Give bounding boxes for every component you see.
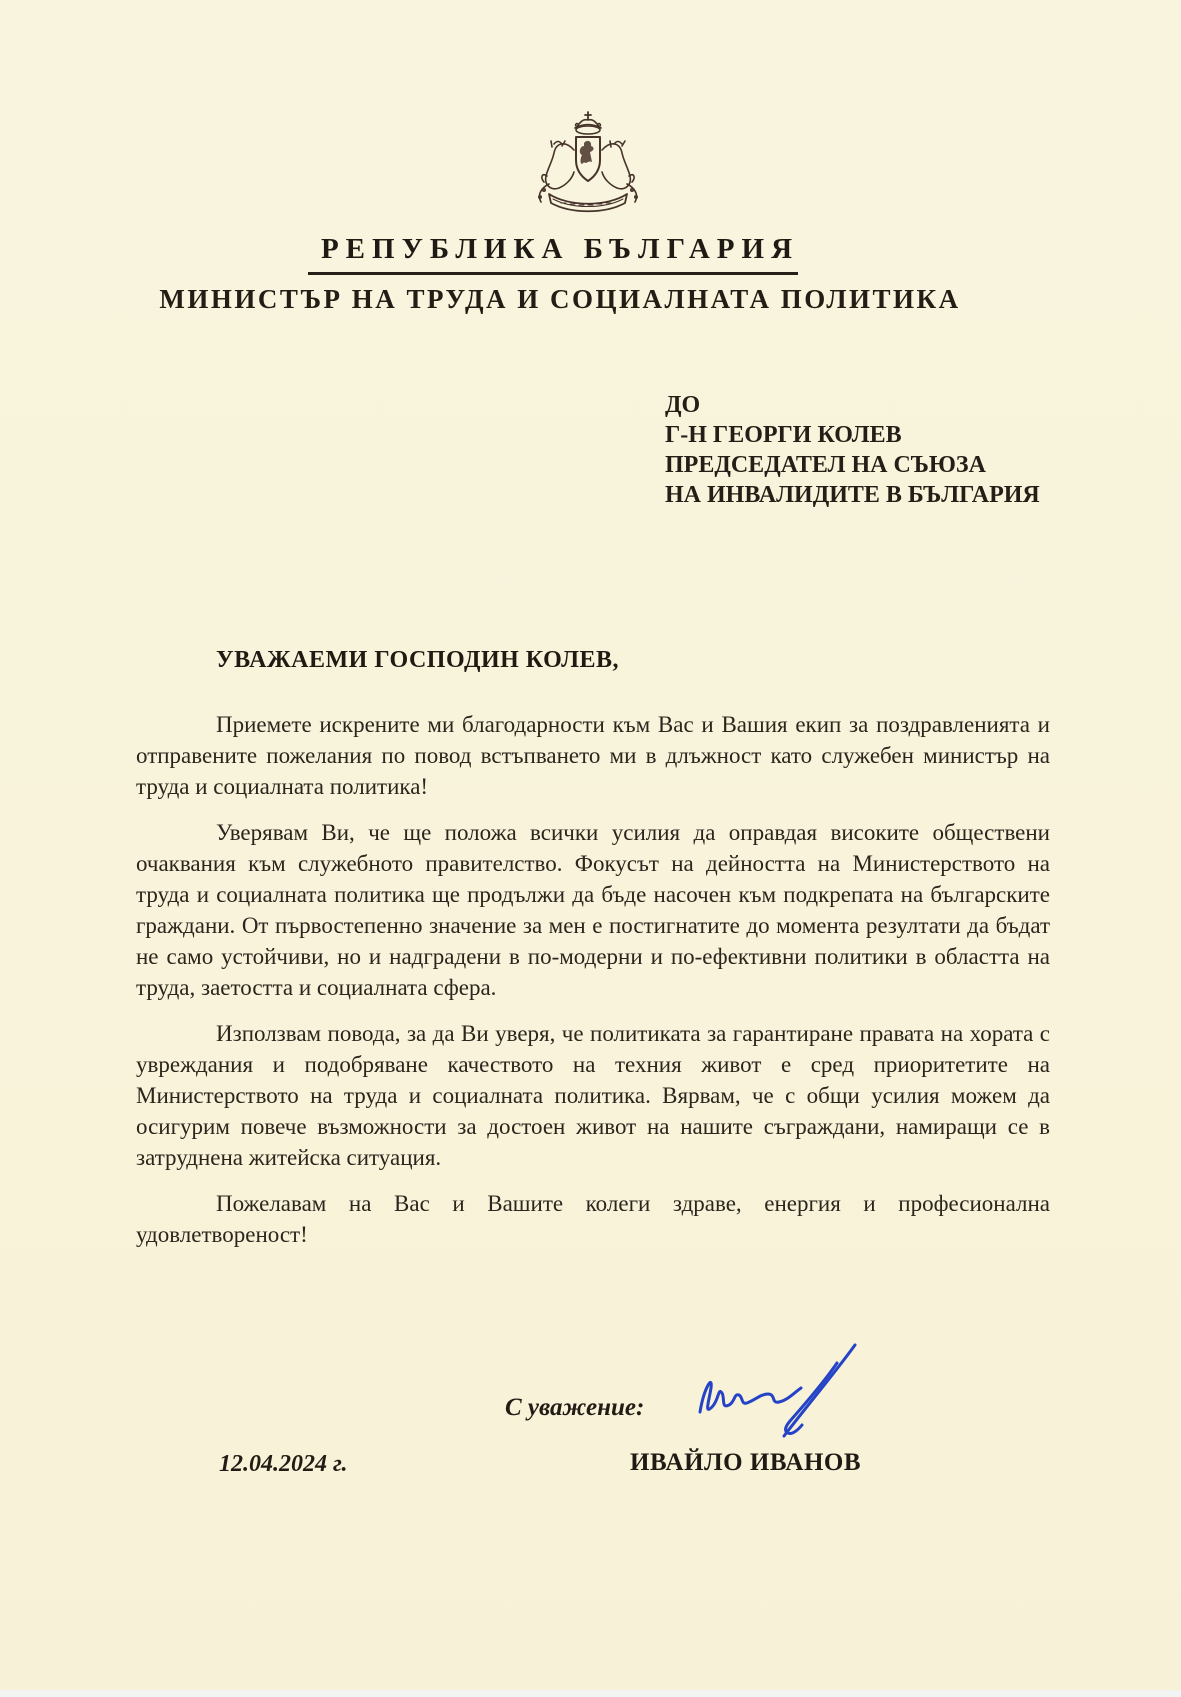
valediction: С уважение: [505,1394,645,1421]
signer-name: ИВАЙЛО ИВАНОВ [630,1449,862,1476]
recipient-line: ПРЕДСЕДАТЕЛ НА СЪЮЗА [665,452,986,478]
paragraph-4: Пожелавам на Вас и Вашите колеги здраве, енергия и професионална удовлетвореност! [136,1191,1050,1247]
recipient-line: НА ИНВАЛИДИТЕ В БЪЛГАРИЯ [665,482,1040,508]
republic-title: РЕПУБЛИКА БЪЛГАРИЯ [320,233,800,265]
paragraph-3: Използвам повода, за да Ви уверя, че политиката за гарантиране правата на хората с увреждания и подобряване качеството на техния живот е сред приоритетите на Министерството на труда и социалната политика. Вярвам, че с общи усилия можем да осигурим повече възможности за достоен живот на нашите съграждани, намиращи се в затруднена житейска ситуация. [136,1021,1050,1170]
letter-body [136,645,1050,1250]
scan-edge [0,1690,1181,1697]
recipient-line: Г-Н ГЕОРГИ КОЛЕВ [665,422,902,448]
paragraph-1: Приемете искрените ми благодарности към Вас и Вашия екип за поздравленията и отправените пожелания по повод встъпването ми в длъжност като служебен министър на труда и социалната политика! [136,712,1050,799]
salutation: УВАЖАЕМИ ГОСПОДИН КОЛЕВ, [216,647,619,673]
recipient-block [665,390,1040,510]
bulgarian-coat-of-arms-icon [527,110,649,222]
paragraph-2: Уверявам Ви, че ще положа всички усилия да оправдая високите обществени очаквания към служебното правителство. Фокусът на дейността на Министерството на труда и социалната политика ще продължи да бъде насочен към подкрепата на българските граждани. От първостепенно значение за мен е постигнатите до момента резултати да бъдат не само устойчиви, но и надградени в по-модерни и по-ефективни политики в областта на труда, заетостта и социалната сфера. [136,820,1050,1000]
title-underline-divider [308,272,798,275]
minister-title: МИНИСТЪР НА ТРУДА И СОЦИАЛНАТА ПОЛИТИКА [159,284,961,314]
letter-date: 12.04.2024 г. [219,1451,348,1477]
recipient-line: ДО [665,392,701,418]
handwritten-signature-icon [688,1330,873,1448]
